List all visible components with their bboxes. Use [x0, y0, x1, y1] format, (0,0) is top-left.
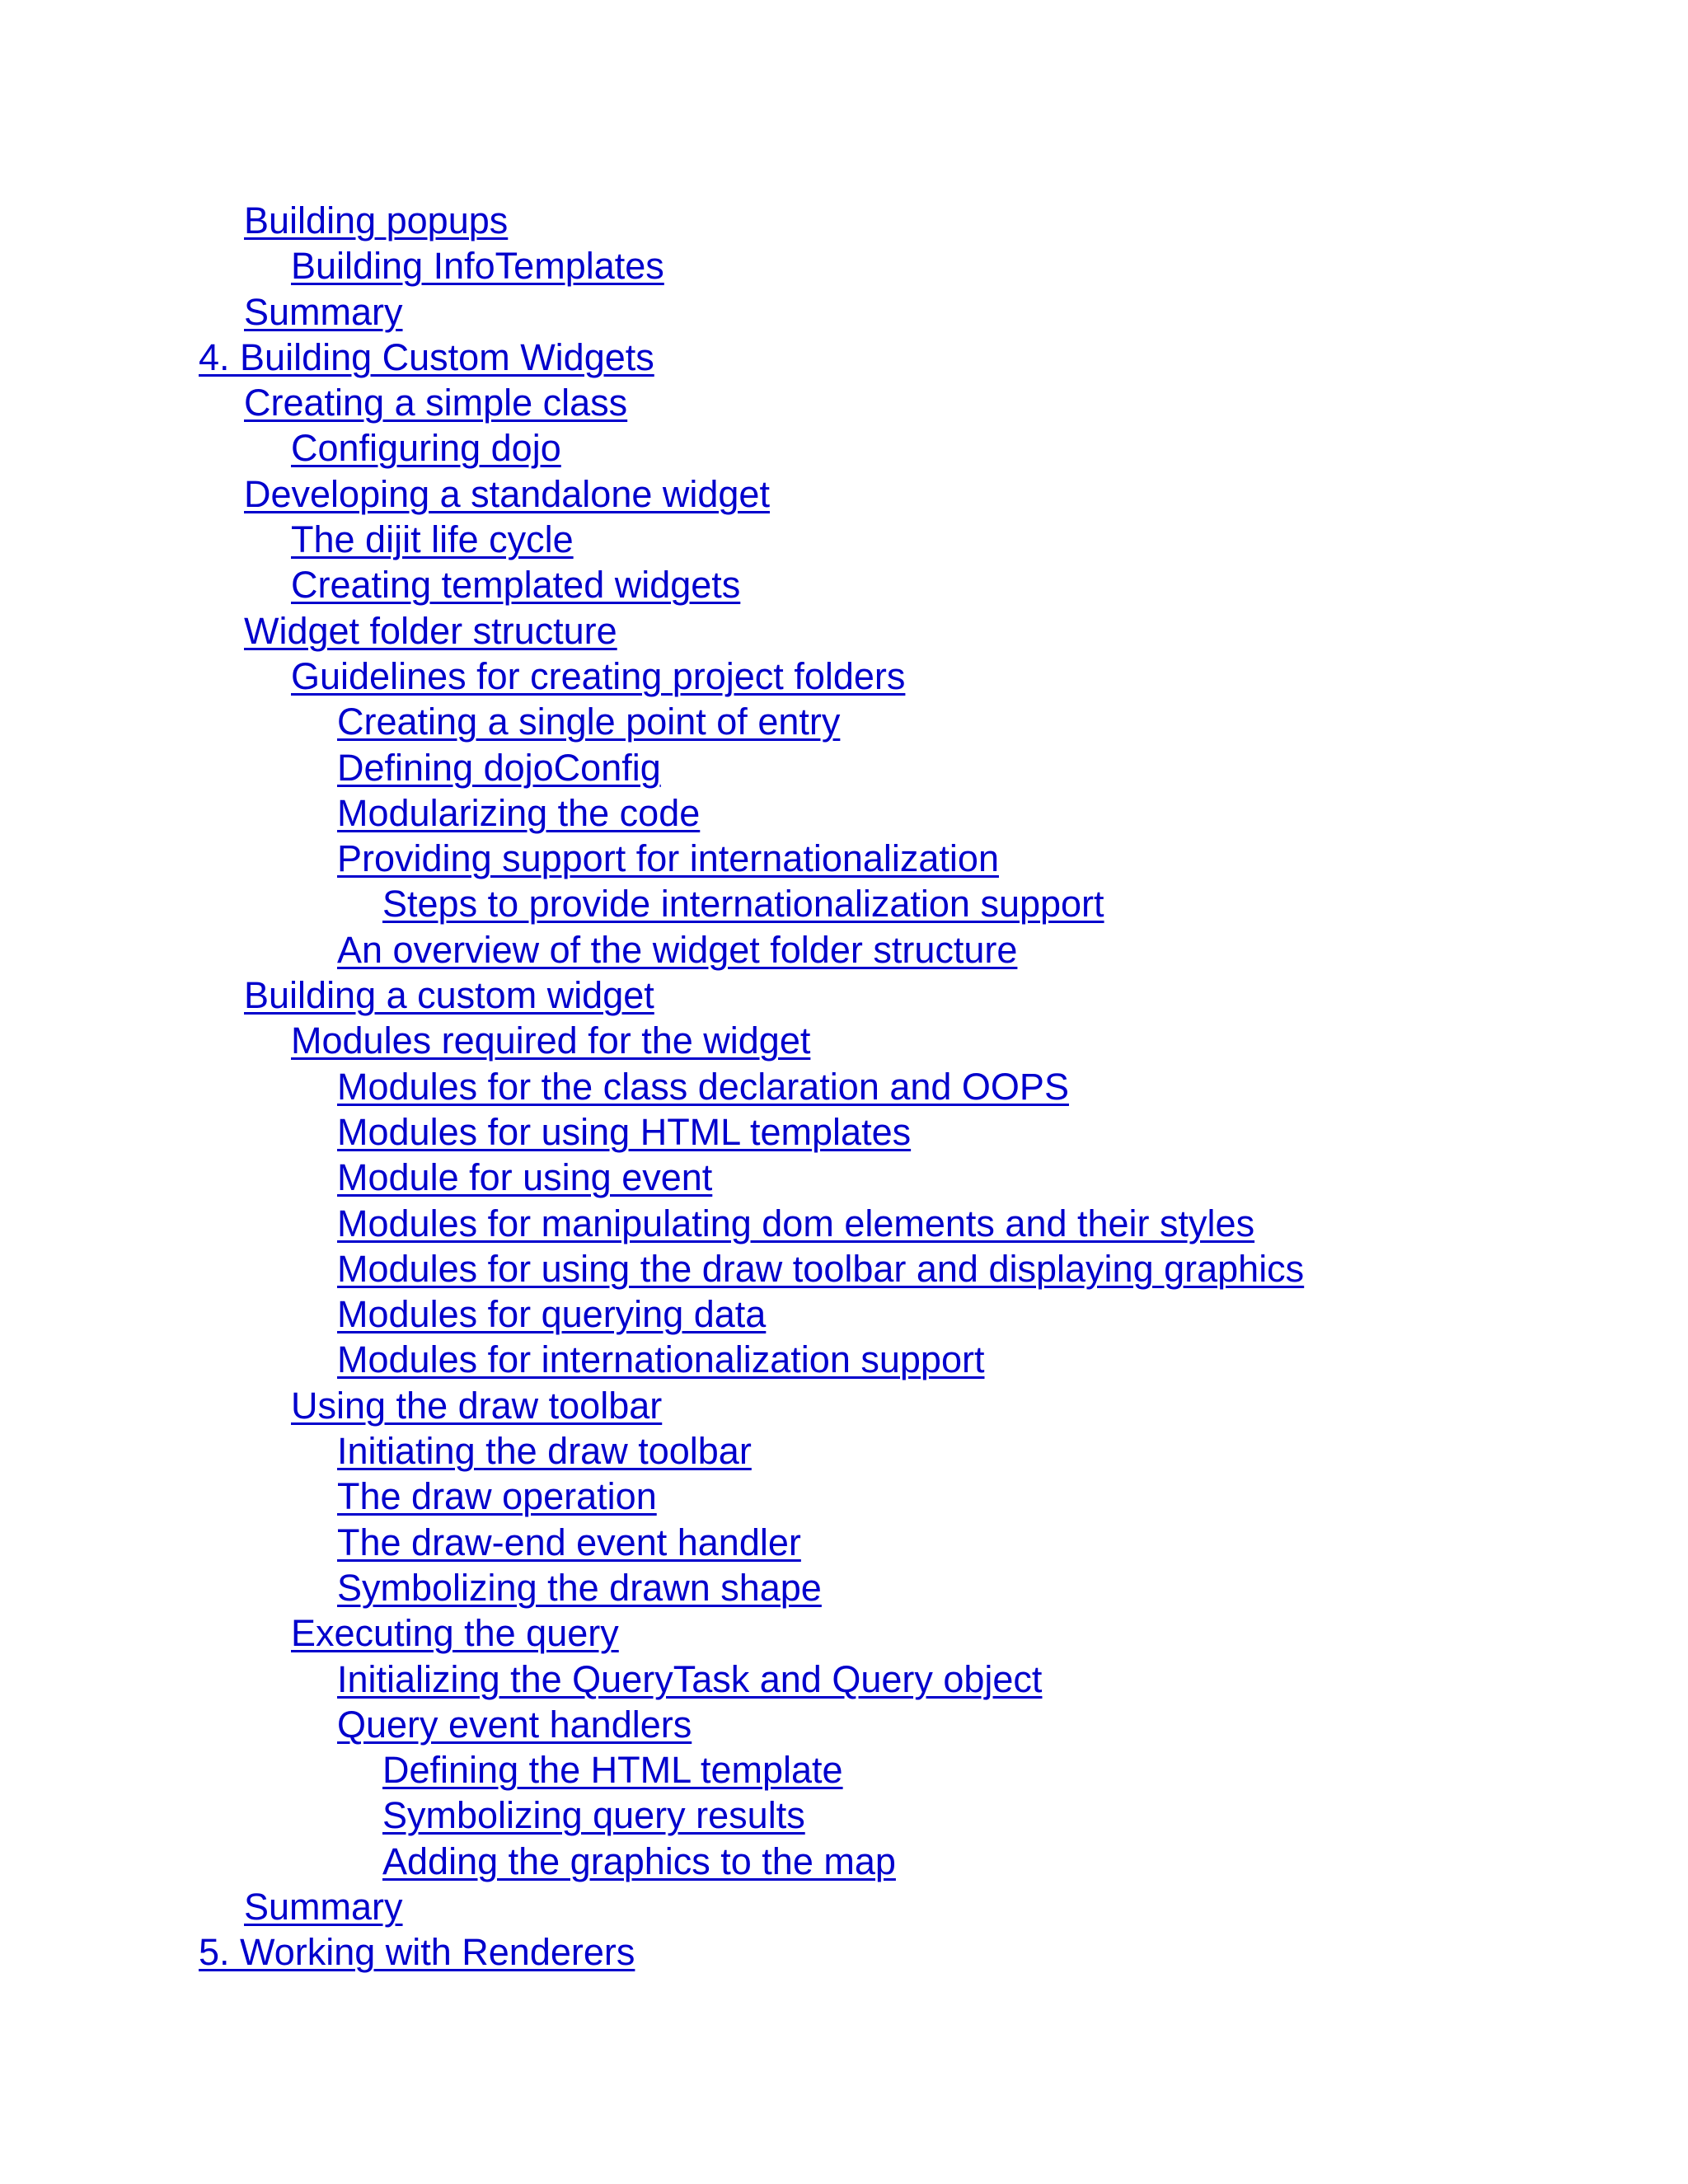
- toc-entry: [0, 1337, 1688, 1382]
- toc-link[interactable]: Developing a standalone widget: [244, 472, 770, 515]
- toc-entry: [0, 1474, 1688, 1519]
- toc-entry: [0, 608, 1688, 654]
- toc-entry: [0, 1246, 1688, 1291]
- toc-link[interactable]: The draw-end event handler: [337, 1521, 801, 1563]
- toc-link[interactable]: Guidelines for creating project folders: [291, 654, 906, 697]
- toc-entry: [0, 972, 1688, 1018]
- toc-link[interactable]: Creating templated widgets: [291, 564, 741, 607]
- toc-link[interactable]: Module for using event: [337, 1156, 713, 1199]
- toc-entry: [0, 1291, 1688, 1337]
- toc-entry: [0, 1064, 1688, 1109]
- toc-entry: [0, 517, 1688, 562]
- toc-link[interactable]: Providing support for internationalization: [337, 837, 999, 880]
- toc-entry: [0, 1018, 1688, 1063]
- toc-entry: [0, 654, 1688, 699]
- toc-chapter-link[interactable]: 5. Working with Renderers: [199, 1931, 635, 1974]
- toc-link[interactable]: Defining dojoConfig: [337, 746, 661, 789]
- toc-entry: [0, 1201, 1688, 1246]
- toc-entry: [0, 1657, 1688, 1702]
- toc-link[interactable]: Modules for internationalization support: [337, 1338, 985, 1381]
- toc-chapter-link[interactable]: 4. Building Custom Widgets: [199, 335, 654, 378]
- toc-link[interactable]: Steps to provide internationalization support: [382, 883, 1104, 926]
- toc-link[interactable]: Modules for manipulating dom elements and their styles: [337, 1202, 1255, 1244]
- toc-entry: [0, 790, 1688, 836]
- toc-entry: [0, 289, 1688, 335]
- toc-link[interactable]: An overview of the widget folder structure: [337, 928, 1018, 971]
- toc-entry: [0, 1929, 1688, 1975]
- toc-link[interactable]: Modules for using the draw toolbar and displaying graphics: [337, 1247, 1305, 1290]
- toc-entry: [0, 471, 1688, 517]
- toc-entry: [0, 1747, 1688, 1793]
- toc-link[interactable]: Symbolizing query results: [382, 1794, 805, 1837]
- toc-entry: [0, 1610, 1688, 1656]
- toc-entry: [0, 881, 1688, 926]
- toc-link[interactable]: Summary: [244, 290, 403, 333]
- toc-link[interactable]: Adding the graphics to the map: [382, 1840, 896, 1882]
- toc-link[interactable]: Modules for querying data: [337, 1293, 767, 1336]
- toc-entry: [0, 1520, 1688, 1565]
- toc-link[interactable]: Query event handlers: [337, 1703, 692, 1746]
- toc-link[interactable]: Modules for using HTML templates: [337, 1110, 912, 1153]
- toc-entry: [0, 1383, 1688, 1428]
- toc-link[interactable]: Initializing the QueryTask and Query object: [337, 1657, 1043, 1700]
- toc-entry: [0, 562, 1688, 607]
- toc-entry: [0, 335, 1688, 380]
- toc-entry: [0, 699, 1688, 744]
- toc-link[interactable]: The draw operation: [337, 1475, 657, 1518]
- toc-link[interactable]: Building popups: [244, 199, 509, 241]
- toc-entry: [0, 1793, 1688, 1838]
- toc-entry: [0, 425, 1688, 471]
- toc-link[interactable]: Initiating the draw toolbar: [337, 1430, 752, 1473]
- toc-link[interactable]: Widget folder structure: [244, 609, 617, 652]
- toc-link[interactable]: Defining the HTML template: [382, 1749, 843, 1792]
- toc-entry: [0, 745, 1688, 790]
- table-of-contents: [0, 198, 1688, 1975]
- toc-link[interactable]: The dijit life cycle: [291, 518, 574, 561]
- toc-entry: [0, 243, 1688, 288]
- toc-link[interactable]: Building a custom widget: [244, 974, 654, 1017]
- toc-entry: [0, 1109, 1688, 1155]
- toc-entry: [0, 1428, 1688, 1474]
- toc-entry: [0, 836, 1688, 881]
- toc-link[interactable]: Modules required for the widget: [291, 1019, 811, 1062]
- toc-link[interactable]: Executing the query: [291, 1612, 619, 1655]
- toc-link[interactable]: Symbolizing the drawn shape: [337, 1566, 822, 1609]
- toc-entry: [0, 1702, 1688, 1747]
- toc-entry: [0, 1884, 1688, 1929]
- toc-link[interactable]: Modules for the class declaration and OOPS: [337, 1065, 1069, 1108]
- toc-entry: [0, 1155, 1688, 1200]
- toc-link[interactable]: Configuring dojo: [291, 427, 561, 470]
- toc-link[interactable]: Modularizing the code: [337, 791, 701, 834]
- toc-entry: [0, 380, 1688, 425]
- toc-entry: [0, 927, 1688, 972]
- toc-link[interactable]: Creating a simple class: [244, 382, 628, 424]
- toc-entry: [0, 198, 1688, 243]
- toc-link[interactable]: Summary: [244, 1885, 403, 1928]
- toc-link[interactable]: Building InfoTemplates: [291, 245, 664, 288]
- toc-entry: [0, 1839, 1688, 1884]
- toc-entry: [0, 1565, 1688, 1610]
- toc-link[interactable]: Using the draw toolbar: [291, 1384, 663, 1427]
- toc-link[interactable]: Creating a single point of entry: [337, 701, 841, 743]
